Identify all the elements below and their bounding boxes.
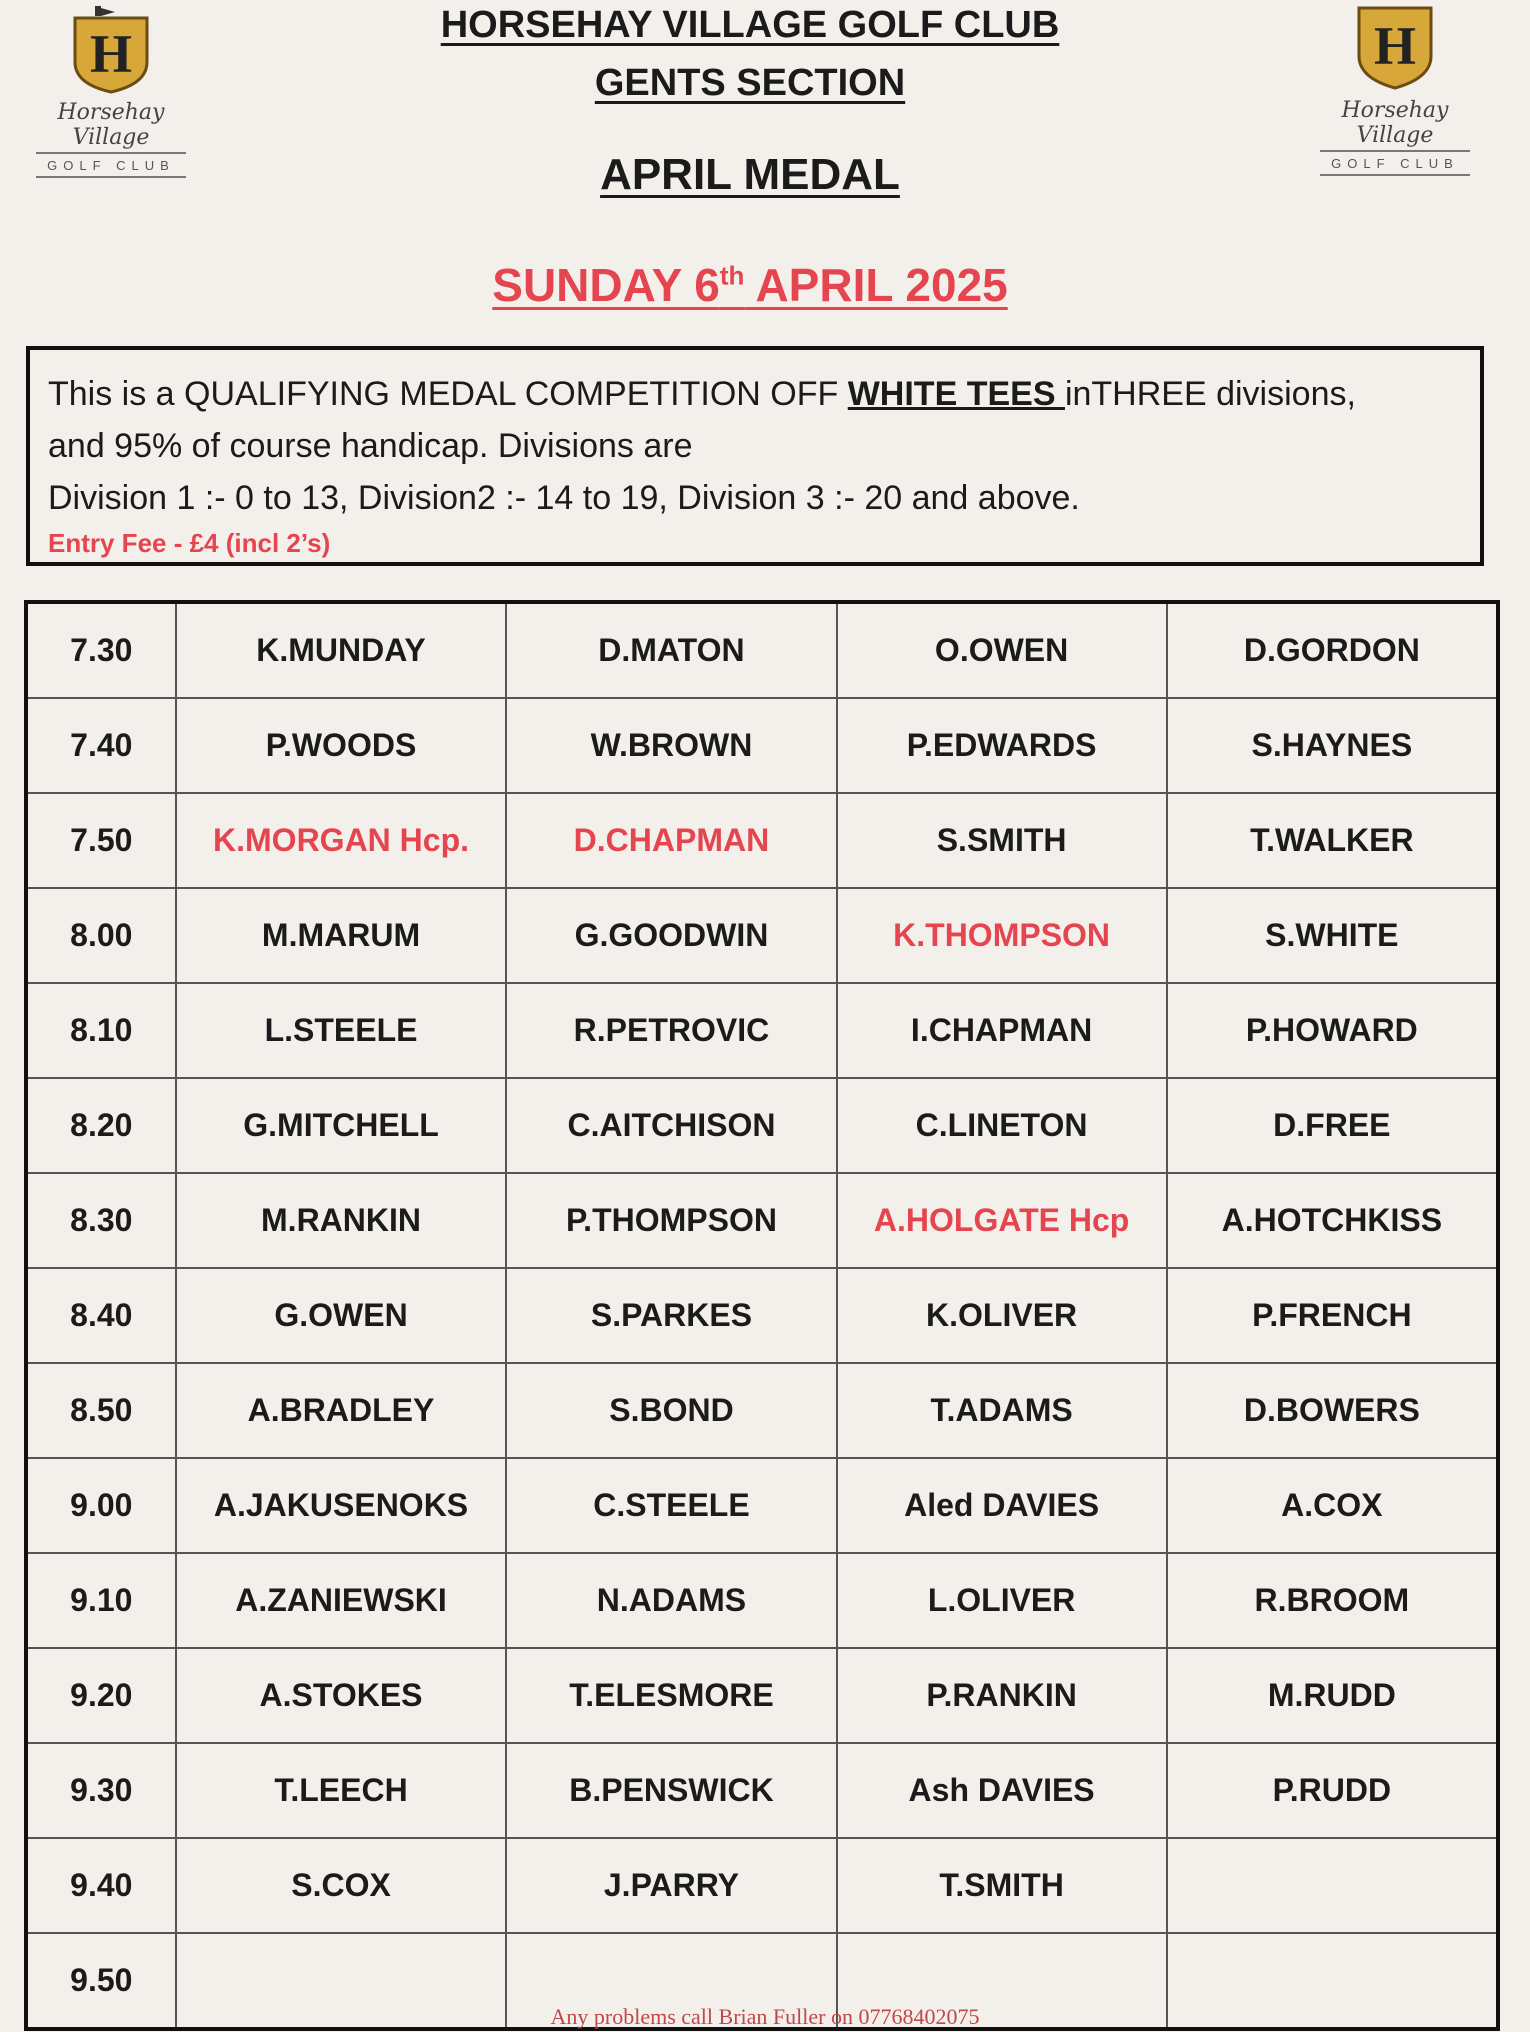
entry-fee: Entry Fee - £4 (incl 2’s) xyxy=(48,528,331,558)
player-cell: A.ZANIEWSKI xyxy=(176,1553,507,1648)
tee-time: 9.20 xyxy=(26,1648,176,1743)
info-line-2: and 95% of course handicap. Divisions are xyxy=(48,427,693,465)
tee-time: 8.10 xyxy=(26,983,176,1078)
player-cell: S.SMITH xyxy=(837,793,1167,888)
player-cell: A.JAKUSENOKS xyxy=(176,1458,507,1553)
section-row xyxy=(0,62,1500,105)
player-cell: D.CHAPMAN xyxy=(506,793,836,888)
player-cell: G.OWEN xyxy=(176,1268,507,1363)
player-cell: M.RANKIN xyxy=(176,1173,507,1268)
info-line-1: This is a QUALIFYING MEDAL COMPETITION OFF WHITE TEES inTHREE divisions, xyxy=(48,375,1356,413)
player-cell: B.PENSWICK xyxy=(506,1743,836,1838)
player-cell: S.COX xyxy=(176,1838,507,1933)
player-cell: T.ADAMS xyxy=(837,1363,1167,1458)
player-cell: R.BROOM xyxy=(1167,1553,1498,1648)
player-cell: T.ELESMORE xyxy=(506,1648,836,1743)
club-name-row xyxy=(0,4,1500,47)
player-cell: S.WHITE xyxy=(1167,888,1498,983)
player-cell: D.MATON xyxy=(506,602,836,698)
tee-time: 7.50 xyxy=(26,793,176,888)
tee-time-row xyxy=(26,1838,1498,1933)
player-cell: D.FREE xyxy=(1167,1078,1498,1173)
tee-time-row xyxy=(26,1458,1498,1553)
player-cell xyxy=(1167,1838,1498,1933)
player-cell: T.WALKER xyxy=(1167,793,1498,888)
tee-time: 8.20 xyxy=(26,1078,176,1173)
tee-time: 9.10 xyxy=(26,1553,176,1648)
tee-time: 7.30 xyxy=(26,602,176,698)
player-cell: P.FRENCH xyxy=(1167,1268,1498,1363)
player-cell: L.OLIVER xyxy=(837,1553,1167,1648)
tee-time: 8.40 xyxy=(26,1268,176,1363)
tee-time-row xyxy=(26,1078,1498,1173)
player-cell: S.HAYNES xyxy=(1167,698,1498,793)
svg-text:H: H xyxy=(89,24,133,84)
player-cell: N.ADAMS xyxy=(506,1553,836,1648)
tee-time-row xyxy=(26,1173,1498,1268)
player-cell: K.MUNDAY xyxy=(176,602,507,698)
tee-time: 9.40 xyxy=(26,1838,176,1933)
footer-contact: Any problems call Brian Fuller on 07768402075 xyxy=(550,2004,980,2029)
player-cell: M.MARUM xyxy=(176,888,507,983)
tee-time-row xyxy=(26,1648,1498,1743)
player-cell: T.SMITH xyxy=(837,1838,1167,1933)
tee-time-row xyxy=(26,1553,1498,1648)
event-date-row xyxy=(0,258,1500,312)
player-cell: M.RUDD xyxy=(1167,1648,1498,1743)
tee-time-row xyxy=(26,1743,1498,1838)
section-name: GENTS SECTION xyxy=(594,62,906,104)
player-cell: S.PARKES xyxy=(506,1268,836,1363)
player-cell: C.LINETON xyxy=(837,1078,1167,1173)
tee-times-table xyxy=(24,600,1500,2031)
tee-time-row xyxy=(26,983,1498,1078)
logo-script: Horsehay Village xyxy=(36,100,186,154)
player-cell: Ash DAVIES xyxy=(837,1743,1167,1838)
player-cell: A.STOKES xyxy=(176,1648,507,1743)
tee-time-row xyxy=(26,698,1498,793)
player-cell: S.BOND xyxy=(506,1363,836,1458)
player-cell: P.HOWARD xyxy=(1167,983,1498,1078)
player-cell: K.THOMPSON xyxy=(837,888,1167,983)
player-cell: P.RUDD xyxy=(1167,1743,1498,1838)
player-cell: K.MORGAN Hcp. xyxy=(176,793,507,888)
tee-time-row xyxy=(26,1363,1498,1458)
player-cell: O.OWEN xyxy=(837,602,1167,698)
player-cell: G.MITCHELL xyxy=(176,1078,507,1173)
tee-time-row xyxy=(26,888,1498,983)
logo-subtitle: GOLF CLUB xyxy=(1320,156,1470,176)
player-cell: K.OLIVER xyxy=(837,1268,1167,1363)
club-name: HORSEHAY VILLAGE GOLF CLUB xyxy=(440,4,1060,46)
player-cell: P.EDWARDS xyxy=(837,698,1167,793)
tee-time: 9.30 xyxy=(26,1743,176,1838)
player-cell: P.RANKIN xyxy=(837,1648,1167,1743)
tee-time: 8.00 xyxy=(26,888,176,983)
player-cell: G.GOODWIN xyxy=(506,888,836,983)
player-cell: A.COX xyxy=(1167,1458,1498,1553)
player-cell: A.HOTCHKISS xyxy=(1167,1173,1498,1268)
logo-script: Horsehay Village xyxy=(1320,98,1470,152)
player-cell: R.PETROVIC xyxy=(506,983,836,1078)
event-title: APRIL MEDAL xyxy=(600,150,900,199)
player-cell: C.STEELE xyxy=(506,1458,836,1553)
player-cell: C.AITCHISON xyxy=(506,1078,836,1173)
player-cell: D.GORDON xyxy=(1167,602,1498,698)
logo-subtitle: GOLF CLUB xyxy=(36,158,186,178)
player-cell: W.BROWN xyxy=(506,698,836,793)
tee-time-row xyxy=(26,602,1498,698)
player-cell: J.PARRY xyxy=(506,1838,836,1933)
tee-time-row xyxy=(26,1268,1498,1363)
info-line-3: Division 1 :- 0 to 13, Division2 :- 14 to 19, Division 3 :- 20 and above. xyxy=(48,479,1080,517)
player-cell: T.LEECH xyxy=(176,1743,507,1838)
competition-info-box xyxy=(26,346,1484,566)
player-cell: D.BOWERS xyxy=(1167,1363,1498,1458)
tee-time: 7.40 xyxy=(26,698,176,793)
svg-text:H: H xyxy=(1373,16,1417,76)
player-cell: I.CHAPMAN xyxy=(837,983,1167,1078)
player-cell: P.THOMPSON xyxy=(506,1173,836,1268)
event-date: SUNDAY 6th APRIL 2025 xyxy=(492,259,1008,311)
player-cell: A.BRADLEY xyxy=(176,1363,507,1458)
player-cell: L.STEELE xyxy=(176,983,507,1078)
tee-time: 9.50 xyxy=(26,1933,176,2029)
tee-time: 8.30 xyxy=(26,1173,176,1268)
tee-time: 8.50 xyxy=(26,1363,176,1458)
player-cell: Aled DAVIES xyxy=(837,1458,1167,1553)
player-cell: P.WOODS xyxy=(176,698,507,793)
tee-time-row xyxy=(26,793,1498,888)
tee-time: 9.00 xyxy=(26,1458,176,1553)
player-cell: A.HOLGATE Hcp xyxy=(837,1173,1167,1268)
event-title-row xyxy=(0,150,1500,200)
